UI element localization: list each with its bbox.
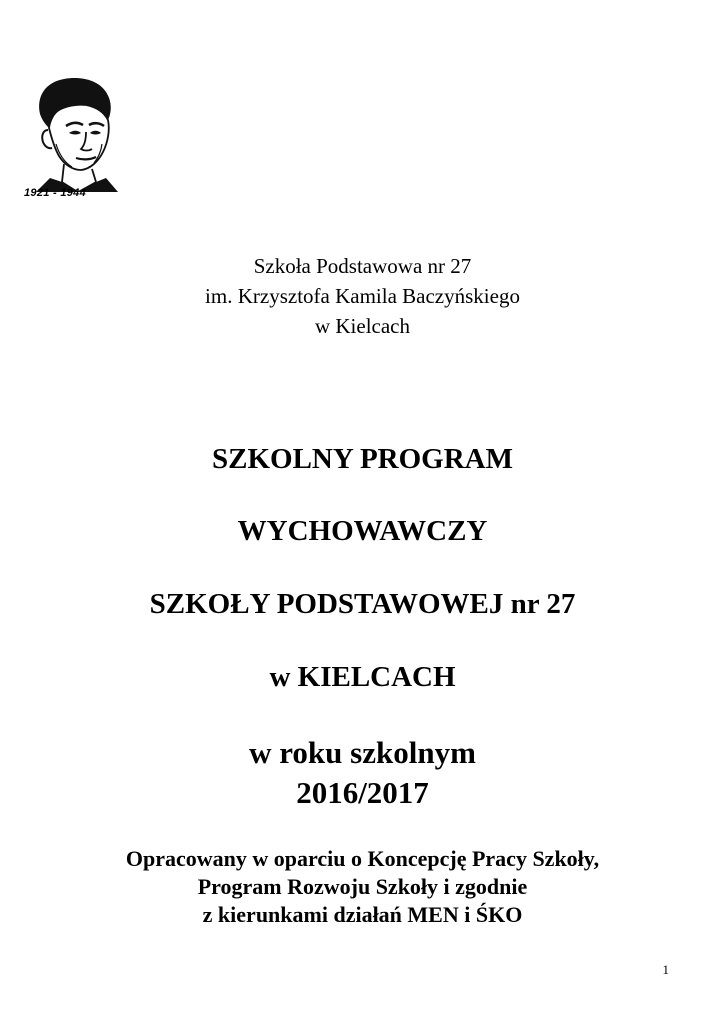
school-year-value: 2016/2017 (296, 775, 429, 810)
title-line-1: SZKOLNY PROGRAM (211, 443, 514, 475)
title-line-2: WYCHOWAWCZY (237, 515, 488, 547)
page-number: 1 (662, 962, 669, 977)
patron-portrait (26, 74, 118, 192)
basis-line-1: Opracowany w oparciu o Koncepcję Pracy Szkoły, (125, 846, 600, 871)
school-patron: im. Krzysztofa Kamila Baczyńskiego (205, 284, 520, 308)
school-city: w Kielcach (314, 314, 411, 338)
title-line-4: w KIELCACH (269, 661, 456, 693)
title-line-3: SZKOŁY PODSTAWOWEJ nr 27 (149, 588, 576, 620)
school-year-label: w roku szkolnym (249, 735, 476, 770)
portrait-years-caption: 1921 - 1944 (24, 187, 87, 199)
basis-line-2: Program Rozwoju Szkoły i zgodnie (197, 874, 528, 899)
basis-line-3: z kierunkami działań MEN i ŚKO (202, 902, 523, 927)
school-name: Szkoła Podstawowa nr 27 (253, 254, 472, 278)
